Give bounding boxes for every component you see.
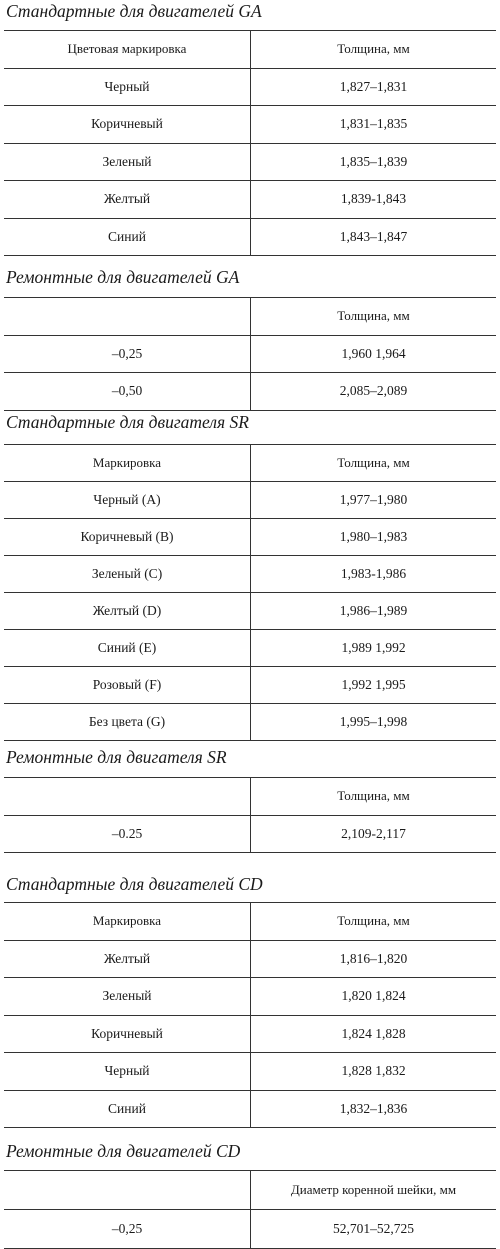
cell-value: 1,995–1,998 — [251, 704, 497, 741]
cell-marking: Синий — [4, 1090, 251, 1128]
cell-value: 1,839-1,843 — [251, 181, 497, 219]
cell-marking: Синий (E) — [4, 630, 251, 667]
column-header-marking — [4, 778, 251, 816]
spec-table — [4, 902, 496, 1128]
cell-value: 2,085–2,089 — [251, 373, 497, 411]
spec-table — [4, 1170, 496, 1249]
table-row — [4, 556, 496, 593]
table-row — [4, 1210, 496, 1249]
cell-value: 1,835–1,839 — [251, 143, 497, 181]
table-row — [4, 143, 496, 181]
section-heading: Стандартные для двигателей CD — [6, 874, 263, 894]
table-row — [4, 218, 496, 256]
cell-value: 1,828 1,832 — [251, 1053, 497, 1091]
cell-marking: Желтый — [4, 940, 251, 978]
cell-marking: Черный — [4, 68, 251, 106]
cell-marking: Зеленый (C) — [4, 556, 251, 593]
column-header-marking: Маркировка — [4, 445, 251, 482]
section-heading: Стандартные для двигателей GA — [6, 1, 262, 21]
cell-marking: Розовый (F) — [4, 667, 251, 704]
cell-value: 1,824 1,828 — [251, 1015, 497, 1053]
cell-marking: Коричневый — [4, 1015, 251, 1053]
cell-value: 1,816–1,820 — [251, 940, 497, 978]
column-header-value: Толщина, мм — [251, 778, 497, 816]
cell-marking: Коричневый — [4, 106, 251, 144]
cell-marking: Без цвета (G) — [4, 704, 251, 741]
cell-marking: –0,25 — [4, 335, 251, 373]
table-row — [4, 1090, 496, 1128]
table-row — [4, 68, 496, 106]
table-row — [4, 482, 496, 519]
table-row — [4, 940, 496, 978]
table-row — [4, 815, 496, 853]
spec-table — [4, 777, 496, 853]
cell-value: 1,960 1,964 — [251, 335, 497, 373]
cell-marking: Зеленый — [4, 143, 251, 181]
column-header-value: Толщина, мм — [251, 31, 497, 69]
cell-marking: Коричневый (B) — [4, 519, 251, 556]
table-header-row — [4, 445, 496, 482]
cell-value: 1,827–1,831 — [251, 68, 497, 106]
table-row — [4, 373, 496, 411]
table-header-row — [4, 298, 496, 336]
table-row — [4, 978, 496, 1016]
table-header-row — [4, 778, 496, 816]
table-row — [4, 630, 496, 667]
spec-table — [4, 297, 496, 411]
cell-value: 1,983-1,986 — [251, 556, 497, 593]
spec-table — [4, 444, 496, 741]
cell-marking: Желтый — [4, 181, 251, 219]
cell-marking: Черный (A) — [4, 482, 251, 519]
column-header-marking: Цветовая маркировка — [4, 31, 251, 69]
table-row — [4, 181, 496, 219]
table-row — [4, 1015, 496, 1053]
cell-value: 1,820 1,824 — [251, 978, 497, 1016]
column-header-value: Диаметр коренной шейки, мм — [251, 1171, 497, 1210]
cell-marking: Зеленый — [4, 978, 251, 1016]
cell-marking: –0,25 — [4, 1210, 251, 1249]
cell-marking: Черный — [4, 1053, 251, 1091]
section-heading: Стандартные для двигателя SR — [6, 412, 249, 432]
cell-marking: –0.25 — [4, 815, 251, 853]
table-row — [4, 335, 496, 373]
column-header-marking — [4, 298, 251, 336]
cell-value: 1,986–1,989 — [251, 593, 497, 630]
table-row — [4, 704, 496, 741]
cell-value: 1,980–1,983 — [251, 519, 497, 556]
column-header-value: Толщина, мм — [251, 298, 497, 336]
cell-value: 2,109-2,117 — [251, 815, 497, 853]
table-row — [4, 519, 496, 556]
column-header-marking — [4, 1171, 251, 1210]
table-row — [4, 593, 496, 630]
column-header-value: Толщина, мм — [251, 903, 497, 941]
cell-value: 1,843–1,847 — [251, 218, 497, 256]
column-header-marking: Маркировка — [4, 903, 251, 941]
cell-value: 1,992 1,995 — [251, 667, 497, 704]
cell-value: 52,701–52,725 — [251, 1210, 497, 1249]
column-header-value: Толщина, мм — [251, 445, 497, 482]
table-row — [4, 1053, 496, 1091]
cell-value: 1,831–1,835 — [251, 106, 497, 144]
cell-marking: Синий — [4, 218, 251, 256]
section-heading: Ремонтные для двигателей GA — [6, 267, 240, 287]
cell-value: 1,989 1,992 — [251, 630, 497, 667]
table-row — [4, 106, 496, 144]
table-header-row — [4, 31, 496, 69]
section-heading: Ремонтные для двигателя SR — [6, 747, 227, 767]
cell-value: 1,832–1,836 — [251, 1090, 497, 1128]
table-header-row — [4, 1171, 496, 1210]
cell-marking: Желтый (D) — [4, 593, 251, 630]
table-header-row — [4, 903, 496, 941]
table-row — [4, 667, 496, 704]
cell-marking: –0,50 — [4, 373, 251, 411]
cell-value: 1,977–1,980 — [251, 482, 497, 519]
spec-table — [4, 30, 496, 256]
section-heading: Ремонтные для двигателей CD — [6, 1141, 241, 1161]
